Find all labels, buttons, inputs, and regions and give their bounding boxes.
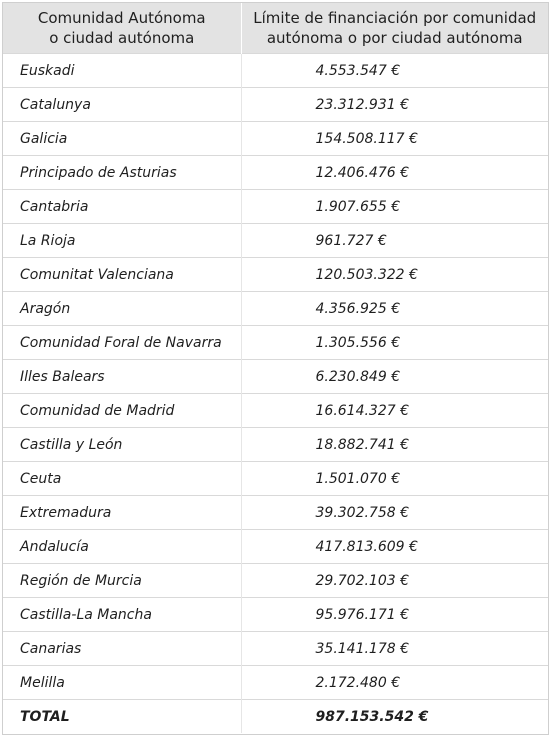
table-row <box>3 360 548 394</box>
region-cell: Illes Balears <box>3 360 241 394</box>
amount-cell: 154.508.117 € <box>241 122 548 156</box>
amount-cell: 29.702.103 € <box>241 564 548 598</box>
region-cell: Catalunya <box>3 88 241 122</box>
table-body <box>3 54 548 734</box>
financing-limits-table <box>3 3 548 733</box>
region-cell: Cantabria <box>3 190 241 224</box>
region-cell: Andalucía <box>3 530 241 564</box>
region-cell: Principado de Asturias <box>3 156 241 190</box>
amount-cell: 1.501.070 € <box>241 462 548 496</box>
header-region-line-2: o ciudad autónoma <box>49 29 195 47</box>
amount-cell: 1.305.556 € <box>241 326 548 360</box>
region-cell: Aragón <box>3 292 241 326</box>
amount-cell: 16.614.327 € <box>241 394 548 428</box>
amount-cell: 417.813.609 € <box>241 530 548 564</box>
table-row <box>3 122 548 156</box>
table-row <box>3 156 548 190</box>
table-row <box>3 224 548 258</box>
region-cell: Castilla y León <box>3 428 241 462</box>
table-row <box>3 530 548 564</box>
table-row <box>3 258 548 292</box>
amount-cell: 6.230.849 € <box>241 360 548 394</box>
amount-cell: 23.312.931 € <box>241 88 548 122</box>
table-row <box>3 496 548 530</box>
amount-cell: 35.141.178 € <box>241 632 548 666</box>
region-cell: Comunitat Valenciana <box>3 258 241 292</box>
amount-cell: 961.727 € <box>241 224 548 258</box>
table-row <box>3 666 548 700</box>
table-row <box>3 632 548 666</box>
total-amount: 987.153.542 € <box>241 700 548 734</box>
amount-cell: 18.882.741 € <box>241 428 548 462</box>
table-row <box>3 564 548 598</box>
region-cell: Ceuta <box>3 462 241 496</box>
table-row <box>3 394 548 428</box>
table-row <box>3 190 548 224</box>
region-cell: Galicia <box>3 122 241 156</box>
table-row <box>3 292 548 326</box>
header-region <box>3 3 241 54</box>
financing-table-container <box>2 2 549 735</box>
table-row <box>3 54 548 88</box>
region-cell: Región de Murcia <box>3 564 241 598</box>
total-label: TOTAL <box>3 700 241 734</box>
region-cell: Melilla <box>3 666 241 700</box>
header-region-line-1: Comunidad Autónoma <box>37 9 206 27</box>
header-limit-line-2: autónoma o por ciudad autónoma <box>266 29 523 47</box>
table-row <box>3 88 548 122</box>
region-cell: Canarias <box>3 632 241 666</box>
table-row <box>3 598 548 632</box>
region-cell: Extremadura <box>3 496 241 530</box>
amount-cell: 4.356.925 € <box>241 292 548 326</box>
amount-cell: 2.172.480 € <box>241 666 548 700</box>
region-cell: Euskadi <box>3 54 241 88</box>
amount-cell: 120.503.322 € <box>241 258 548 292</box>
region-cell: Comunidad de Madrid <box>3 394 241 428</box>
table-row <box>3 462 548 496</box>
total-row <box>3 700 548 734</box>
table-row <box>3 326 548 360</box>
amount-cell: 12.406.476 € <box>241 156 548 190</box>
region-cell: Comunidad Foral de Navarra <box>3 326 241 360</box>
table-row <box>3 428 548 462</box>
amount-cell: 95.976.171 € <box>241 598 548 632</box>
header-row <box>3 3 548 54</box>
header-financing-limit <box>241 3 548 54</box>
header-limit-line-1: Límite de financiación por comunidad <box>253 9 537 27</box>
region-cell: La Rioja <box>3 224 241 258</box>
amount-cell: 1.907.655 € <box>241 190 548 224</box>
amount-cell: 4.553.547 € <box>241 54 548 88</box>
amount-cell: 39.302.758 € <box>241 496 548 530</box>
region-cell: Castilla-La Mancha <box>3 598 241 632</box>
table-header <box>3 3 548 54</box>
